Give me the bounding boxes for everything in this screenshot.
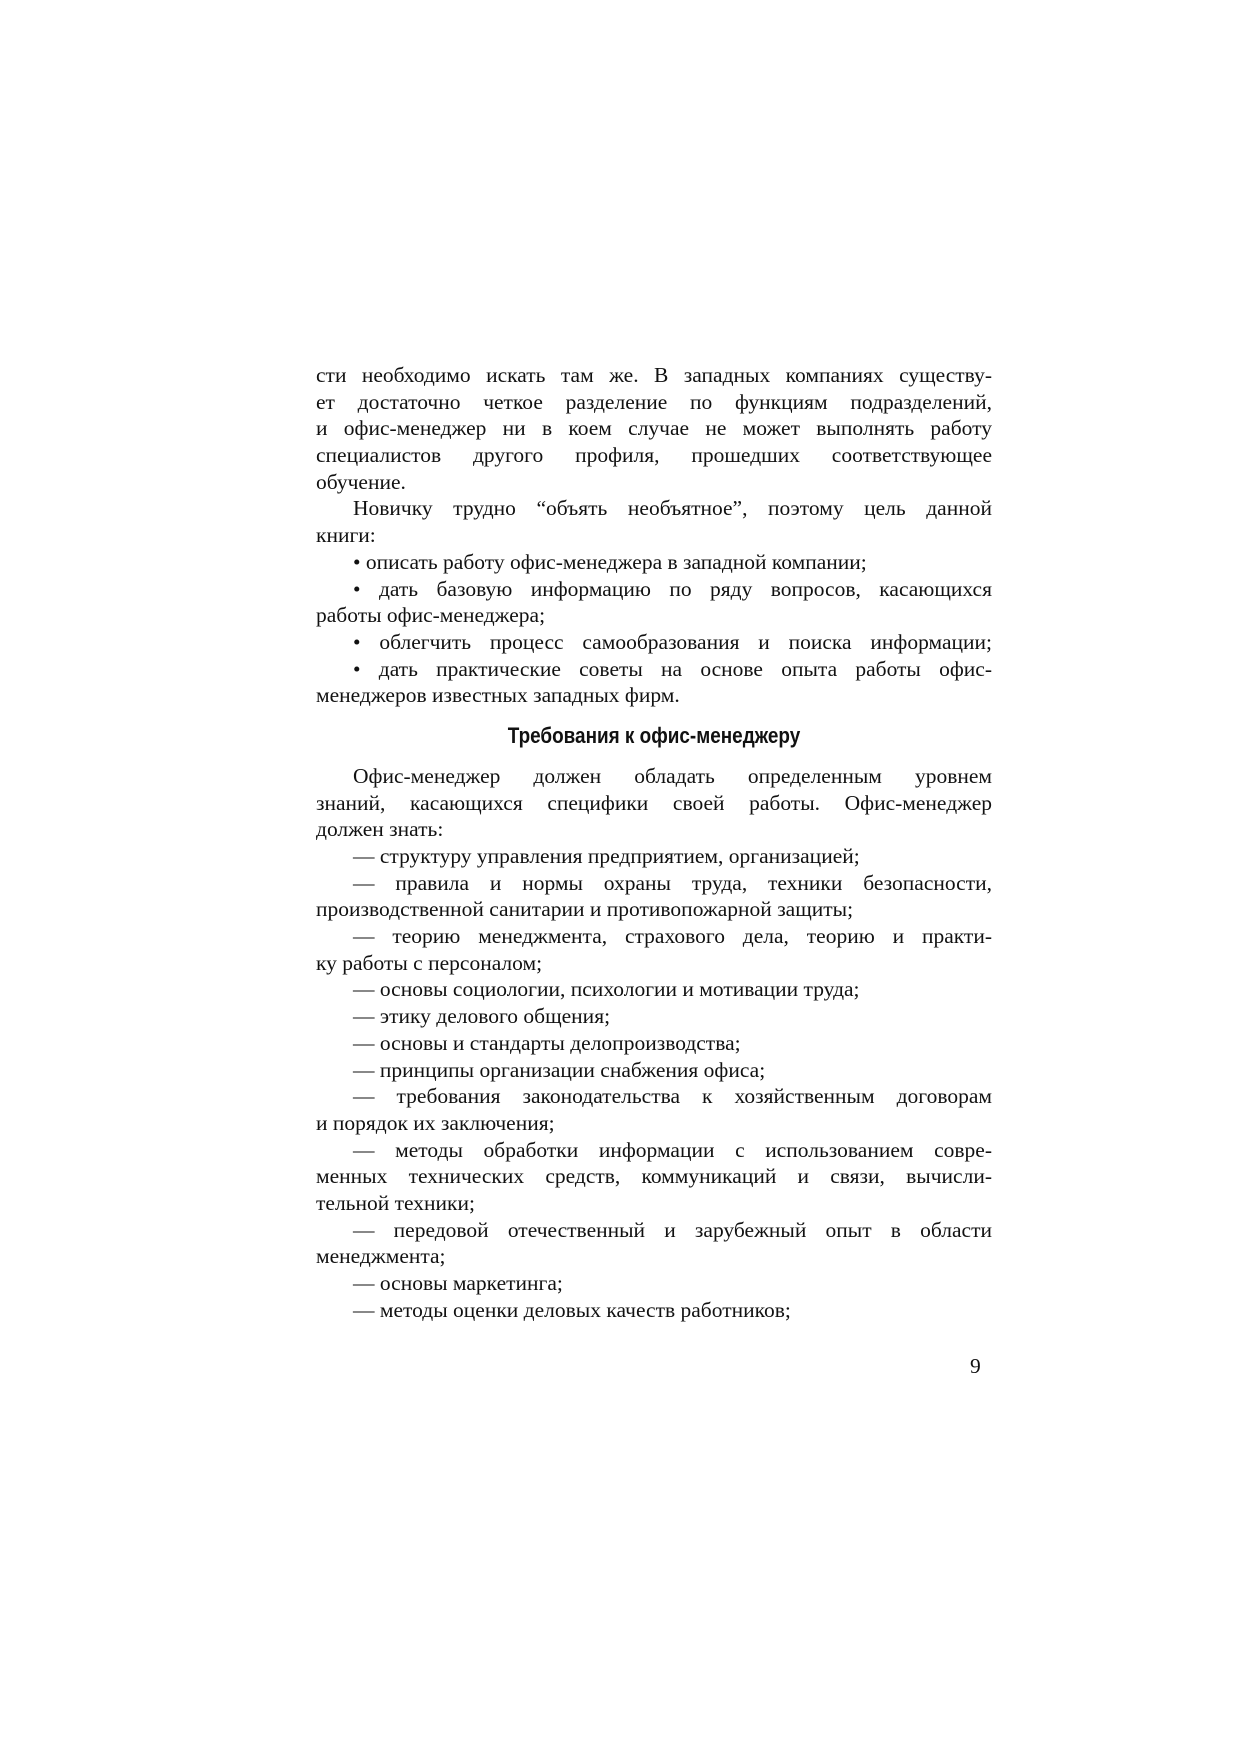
list-item: — теорию менеджмента, страхового дела, теорию и практи-: [353, 924, 992, 949]
list-item: — принципы организации снабжения офиса;: [353, 1057, 766, 1082]
text-line: ет достаточно четкое разделение по функциям подразделений,: [316, 389, 992, 414]
bullet-item: • дать практические советы на основе опыта работы офис-: [353, 656, 992, 681]
text-line: должен знать:: [316, 817, 444, 842]
text-line: производственной санитарии и противопожарной защиты;: [316, 897, 854, 922]
text-line: тельной техники;: [316, 1190, 475, 1215]
text-line: менеджмента;: [316, 1244, 446, 1269]
list-item: — требования законодательства к хозяйственным договорам: [353, 1084, 992, 1109]
bullet-item: • дать базовую информацию по ряду вопросов, касающихся: [353, 576, 992, 601]
text-line: сти необходимо искать там же. В западных компаниях существу-: [316, 363, 992, 387]
list-item: — этику делового общения;: [353, 1004, 611, 1029]
text-line: Новичку трудно “объять необъятное”, поэтому цель данной: [353, 496, 992, 521]
bullet-item: • облегчить процесс самообразования и поиска информации;: [353, 629, 992, 654]
text-line: книги:: [316, 523, 376, 548]
text-line: знаний, касающихся специфики своей работы. Офис-менеджер: [316, 790, 992, 815]
text-line: менных технических средств, коммуникаций и связи, вычисли-: [316, 1164, 992, 1189]
list-item: — передовой отечественный и зарубежный опыт в области: [353, 1217, 992, 1242]
text-line: ку работы с персоналом;: [316, 950, 543, 975]
list-item: — правила и нормы охраны труда, техники безопасности,: [353, 870, 992, 895]
text-line: и порядок их заключения;: [316, 1110, 555, 1135]
text-line: и офис-менеджер ни в коем случае не может выполнять работу: [316, 416, 992, 441]
text-line: Офис-менеджер должен обладать определенным уровнем: [353, 763, 992, 788]
bullet-item: • описать работу офис-менеджера в западной компании;: [353, 549, 867, 574]
page-body: [316, 362, 992, 1323]
text-line: обучение.: [316, 469, 406, 494]
list-item: — основы маркетинга;: [353, 1271, 563, 1295]
list-item: — основы социологии, психологии и мотивации труда;: [353, 977, 860, 1002]
list-item: — структуру управления предприятием, организацией;: [353, 844, 860, 868]
list-item: — методы обработки информации с использованием совре-: [353, 1137, 992, 1162]
page-number: 9: [970, 1354, 981, 1378]
text-line: менеджеров известных западных фирм.: [316, 683, 680, 708]
list-item: — основы и стандарты делопроизводства;: [353, 1030, 741, 1055]
list-item: — методы оценки деловых качеств работников;: [353, 1297, 791, 1322]
text-line: работы офис-менеджера;: [316, 603, 546, 628]
section-heading: Требования к офис-менеджеру: [507, 722, 801, 748]
text-line: специалистов другого профиля, прошедших соответствующее: [316, 443, 992, 468]
